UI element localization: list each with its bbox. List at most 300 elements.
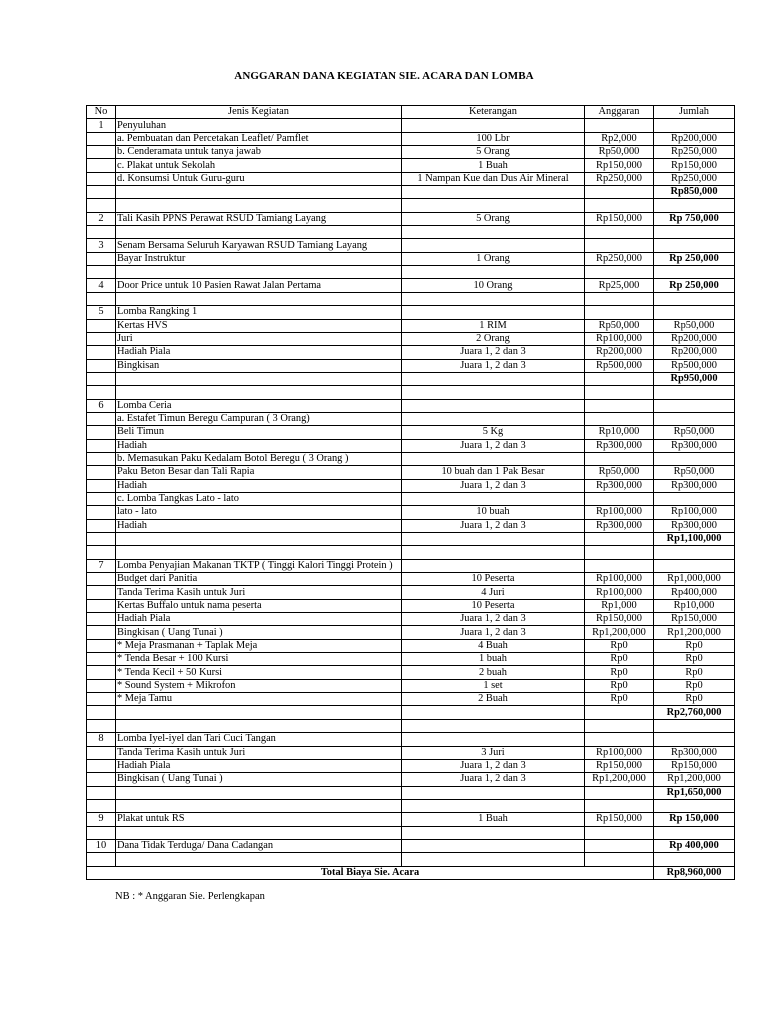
table-row [87, 773, 735, 786]
cell-anggaran: Rp1,200,000 [585, 626, 654, 639]
cell-no [87, 786, 116, 799]
cell-jumlah [654, 266, 735, 279]
cell-no [87, 386, 116, 399]
cell-jumlah: Rp50,000 [654, 426, 735, 439]
cell-jumlah [654, 719, 735, 732]
cell-keterangan: 5 Orang [402, 212, 585, 225]
table-row [87, 346, 735, 359]
cell-jumlah: Rp0 [654, 639, 735, 652]
cell-no [87, 666, 116, 679]
cell-keterangan: 5 Kg [402, 426, 585, 439]
cell-jumlah [654, 799, 735, 812]
cell-no [87, 533, 116, 546]
cell-jenis-kegiatan: * Tenda Besar + 100 Kursi [116, 653, 402, 666]
table-row [87, 386, 735, 399]
table-row [87, 279, 735, 292]
cell-no [87, 146, 116, 159]
table-row [87, 573, 735, 586]
cell-jenis-kegiatan: Lomba Penyajian Makanan TKTP ( Tinggi Kalori Tinggi Protein ) [116, 559, 402, 572]
cell-jenis-kegiatan: b. Cenderamata untuk tanya jawab [116, 146, 402, 159]
cell-jenis-kegiatan: Kertas HVS [116, 319, 402, 332]
cell-anggaran [585, 826, 654, 839]
table-row [87, 666, 735, 679]
table-row [87, 759, 735, 772]
cell-anggaran [585, 372, 654, 385]
cell-jumlah: Rp 750,000 [654, 212, 735, 225]
cell-jenis-kegiatan [116, 706, 402, 719]
cell-jenis-kegiatan [116, 826, 402, 839]
cell-anggaran [585, 412, 654, 425]
cell-jumlah: Rp1,200,000 [654, 626, 735, 639]
cell-no [87, 372, 116, 385]
cell-no [87, 132, 116, 145]
table-row [87, 212, 735, 225]
cell-jenis-kegiatan [116, 186, 402, 199]
cell-no [87, 599, 116, 612]
cell-jenis-kegiatan: Bingkisan ( Uang Tunai ) [116, 626, 402, 639]
cell-anggaran: Rp150,000 [585, 813, 654, 826]
cell-anggaran: Rp0 [585, 639, 654, 652]
cell-keterangan: Juara 1, 2 dan 3 [402, 479, 585, 492]
cell-anggaran: Rp150,000 [585, 613, 654, 626]
cell-keterangan [402, 786, 585, 799]
cell-jenis-kegiatan: Hadiah Piala [116, 759, 402, 772]
header-cell-jumlah: Jumlah [654, 106, 735, 119]
table-row [87, 492, 735, 505]
table-row [87, 586, 735, 599]
cell-jenis-kegiatan [116, 799, 402, 812]
cell-keterangan [402, 546, 585, 559]
cell-keterangan [402, 372, 585, 385]
cell-no [87, 653, 116, 666]
cell-jumlah [654, 452, 735, 465]
cell-jenis-kegiatan [116, 372, 402, 385]
table-row [87, 452, 735, 465]
cell-jumlah [654, 386, 735, 399]
cell-jumlah: Rp200,000 [654, 346, 735, 359]
cell-no [87, 719, 116, 732]
cell-jenis-kegiatan: Senam Bersama Seluruh Karyawan RSUD Tamiang Layang [116, 239, 402, 252]
cell-keterangan [402, 853, 585, 866]
cell-no [87, 759, 116, 772]
cell-jumlah: Rp 400,000 [654, 839, 735, 852]
table-row [87, 799, 735, 812]
cell-anggaran: Rp1,000 [585, 599, 654, 612]
cell-keterangan: Juara 1, 2 dan 3 [402, 439, 585, 452]
cell-no [87, 172, 116, 185]
cell-jenis-kegiatan: a. Pembuatan dan Percetakan Leaflet/ Pamflet [116, 132, 402, 145]
cell-jenis-kegiatan: Budget dari Panitia [116, 573, 402, 586]
cell-no: 8 [87, 733, 116, 746]
cell-jumlah: Rp300,000 [654, 479, 735, 492]
cell-no [87, 466, 116, 479]
table-row [87, 786, 735, 799]
table-row [87, 172, 735, 185]
cell-no: 6 [87, 399, 116, 412]
cell-jenis-kegiatan [116, 386, 402, 399]
cell-keterangan: Juara 1, 2 dan 3 [402, 359, 585, 372]
cell-no: 4 [87, 279, 116, 292]
cell-jumlah: Rp 150,000 [654, 813, 735, 826]
cell-keterangan: 1 Buah [402, 159, 585, 172]
table-row [87, 826, 735, 839]
cell-jenis-kegiatan: Bingkisan [116, 359, 402, 372]
table-row [87, 252, 735, 265]
cell-no [87, 266, 116, 279]
cell-no [87, 452, 116, 465]
cell-jumlah [654, 412, 735, 425]
table-row [87, 599, 735, 612]
cell-jenis-kegiatan: b. Memasukan Paku Kedalam Botol Beregu ( 3 Orang ) [116, 452, 402, 465]
cell-anggaran: Rp50,000 [585, 319, 654, 332]
cell-anggaran: Rp300,000 [585, 479, 654, 492]
cell-keterangan: 10 buah dan 1 Pak Besar [402, 466, 585, 479]
cell-keterangan: 10 Orang [402, 279, 585, 292]
cell-keterangan [402, 826, 585, 839]
cell-jumlah: Rp1,100,000 [654, 533, 735, 546]
cell-anggaran [585, 386, 654, 399]
cell-jumlah: Rp300,000 [654, 519, 735, 532]
cell-keterangan: 5 Orang [402, 146, 585, 159]
table-row [87, 533, 735, 546]
table-row [87, 546, 735, 559]
cell-keterangan [402, 266, 585, 279]
cell-jumlah: Rp150,000 [654, 759, 735, 772]
cell-jumlah: Rp200,000 [654, 132, 735, 145]
table-row [87, 839, 735, 852]
cell-keterangan: 100 Lbr [402, 132, 585, 145]
table-row [87, 613, 735, 626]
cell-jenis-kegiatan: d. Konsumsi Untuk Guru-guru [116, 172, 402, 185]
cell-keterangan: Juara 1, 2 dan 3 [402, 759, 585, 772]
cell-keterangan [402, 706, 585, 719]
cell-jumlah [654, 199, 735, 212]
table-row [87, 399, 735, 412]
cell-jumlah [654, 306, 735, 319]
table-row [87, 159, 735, 172]
cell-jenis-kegiatan: Hadiah Piala [116, 346, 402, 359]
cell-anggaran [585, 786, 654, 799]
cell-jenis-kegiatan [116, 786, 402, 799]
cell-jenis-kegiatan: Dana Tidak Terduga/ Dana Cadangan [116, 839, 402, 852]
cell-no [87, 679, 116, 692]
cell-no [87, 613, 116, 626]
cell-jenis-kegiatan: Tanda Terima Kasih untuk Juri [116, 586, 402, 599]
cell-jenis-kegiatan: * Meja Prasmanan + Taplak Meja [116, 639, 402, 652]
cell-anggaran [585, 226, 654, 239]
cell-anggaran [585, 266, 654, 279]
header-cell-anggaran: Anggaran [585, 106, 654, 119]
cell-jenis-kegiatan: Hadiah Piala [116, 613, 402, 626]
cell-jumlah [654, 239, 735, 252]
table-row [87, 226, 735, 239]
table-row [87, 559, 735, 572]
cell-anggaran [585, 546, 654, 559]
cell-jumlah: Rp0 [654, 653, 735, 666]
cell-no [87, 746, 116, 759]
cell-keterangan [402, 733, 585, 746]
cell-jenis-kegiatan: c. Lomba Tangkas Lato - lato [116, 492, 402, 505]
cell-anggaran: Rp200,000 [585, 346, 654, 359]
cell-keterangan: 10 Peserta [402, 573, 585, 586]
table-row [87, 679, 735, 692]
cell-anggaran: Rp1,200,000 [585, 773, 654, 786]
cell-keterangan [402, 719, 585, 732]
cell-jumlah: Rp300,000 [654, 746, 735, 759]
cell-no [87, 586, 116, 599]
cell-jenis-kegiatan: Bayar Instruktur [116, 252, 402, 265]
cell-anggaran [585, 799, 654, 812]
cell-keterangan [402, 199, 585, 212]
cell-anggaran: Rp0 [585, 679, 654, 692]
cell-jumlah: Rp500,000 [654, 359, 735, 372]
cell-jenis-kegiatan [116, 546, 402, 559]
cell-anggaran [585, 533, 654, 546]
header-cell-jenis-kegiatan: Jenis Kegiatan [116, 106, 402, 119]
cell-jumlah: Rp850,000 [654, 186, 735, 199]
cell-no [87, 853, 116, 866]
table-row [87, 132, 735, 145]
cell-jenis-kegiatan: Lomba Ceria [116, 399, 402, 412]
cell-jumlah [654, 546, 735, 559]
cell-no [87, 426, 116, 439]
cell-keterangan [402, 239, 585, 252]
cell-jenis-kegiatan: Lomba Rangking 1 [116, 306, 402, 319]
cell-keterangan: 1 set [402, 679, 585, 692]
cell-no [87, 319, 116, 332]
cell-anggaran [585, 839, 654, 852]
cell-keterangan: 1 Orang [402, 252, 585, 265]
cell-anggaran [585, 452, 654, 465]
cell-anggaran: Rp0 [585, 693, 654, 706]
cell-anggaran [585, 492, 654, 505]
cell-jumlah: Rp250,000 [654, 146, 735, 159]
cell-jenis-kegiatan: Hadiah [116, 479, 402, 492]
cell-no [87, 346, 116, 359]
cell-jenis-kegiatan: Kertas Buffalo untuk nama peserta [116, 599, 402, 612]
total-label: Total Biaya Sie. Acara [87, 866, 654, 879]
cell-anggaran: Rp150,000 [585, 759, 654, 772]
cell-anggaran [585, 733, 654, 746]
cell-anggaran [585, 559, 654, 572]
header-cell-keterangan: Keterangan [402, 106, 585, 119]
cell-no: 1 [87, 119, 116, 132]
cell-anggaran: Rp300,000 [585, 519, 654, 532]
table-row [87, 372, 735, 385]
cell-keterangan [402, 306, 585, 319]
cell-jumlah: Rp0 [654, 666, 735, 679]
cell-no [87, 773, 116, 786]
cell-anggaran [585, 186, 654, 199]
table-row [87, 479, 735, 492]
table-row [87, 719, 735, 732]
cell-jumlah: Rp400,000 [654, 586, 735, 599]
table-row [87, 199, 735, 212]
table-row [87, 653, 735, 666]
table-row [87, 746, 735, 759]
cell-keterangan [402, 492, 585, 505]
table-row [87, 519, 735, 532]
cell-jumlah: Rp 250,000 [654, 252, 735, 265]
cell-anggaran: Rp150,000 [585, 159, 654, 172]
cell-no [87, 199, 116, 212]
cell-jenis-kegiatan: * Sound System + Mikrofon [116, 679, 402, 692]
cell-no [87, 626, 116, 639]
table-row [87, 412, 735, 425]
cell-no: 7 [87, 559, 116, 572]
cell-keterangan [402, 386, 585, 399]
cell-keterangan: Juara 1, 2 dan 3 [402, 626, 585, 639]
cell-jenis-kegiatan [116, 266, 402, 279]
cell-anggaran [585, 119, 654, 132]
cell-no [87, 412, 116, 425]
cell-anggaran: Rp100,000 [585, 332, 654, 345]
cell-anggaran [585, 292, 654, 305]
cell-jenis-kegiatan: Tanda Terima Kasih untuk Juri [116, 746, 402, 759]
cell-jenis-kegiatan: c. Plakat untuk Sekolah [116, 159, 402, 172]
cell-keterangan: 4 Juri [402, 586, 585, 599]
cell-anggaran: Rp250,000 [585, 172, 654, 185]
cell-anggaran: Rp50,000 [585, 146, 654, 159]
cell-no [87, 639, 116, 652]
table-row [87, 359, 735, 372]
table-row [87, 626, 735, 639]
cell-jumlah [654, 559, 735, 572]
cell-no [87, 479, 116, 492]
cell-jenis-kegiatan: * Tenda Kecil + 50 Kursi [116, 666, 402, 679]
table-row [87, 426, 735, 439]
cell-keterangan: 10 buah [402, 506, 585, 519]
cell-jenis-kegiatan [116, 226, 402, 239]
cell-jenis-kegiatan: Bingkisan ( Uang Tunai ) [116, 773, 402, 786]
cell-jenis-kegiatan [116, 292, 402, 305]
cell-anggaran: Rp150,000 [585, 212, 654, 225]
cell-jumlah [654, 733, 735, 746]
cell-anggaran: Rp100,000 [585, 573, 654, 586]
cell-no [87, 292, 116, 305]
cell-keterangan [402, 559, 585, 572]
cell-no [87, 573, 116, 586]
table-row [87, 706, 735, 719]
cell-anggaran [585, 199, 654, 212]
cell-jenis-kegiatan: Paku Beton Besar dan Tali Rapia [116, 466, 402, 479]
table-row [87, 506, 735, 519]
cell-keterangan [402, 119, 585, 132]
footnote: NB : * Anggaran Sie. Perlengkapan [115, 891, 265, 902]
cell-no [87, 693, 116, 706]
cell-jumlah [654, 226, 735, 239]
cell-no [87, 159, 116, 172]
table-row [87, 239, 735, 252]
cell-jumlah: Rp50,000 [654, 319, 735, 332]
cell-no: 10 [87, 839, 116, 852]
cell-no [87, 492, 116, 505]
cell-keterangan: Juara 1, 2 dan 3 [402, 773, 585, 786]
table-row [87, 292, 735, 305]
cell-jumlah [654, 826, 735, 839]
cell-jenis-kegiatan [116, 853, 402, 866]
cell-jumlah: Rp1,650,000 [654, 786, 735, 799]
cell-no [87, 186, 116, 199]
cell-jumlah: Rp300,000 [654, 439, 735, 452]
cell-keterangan: 1 Nampan Kue dan Dus Air Mineral [402, 172, 585, 185]
cell-jumlah: Rp1,000,000 [654, 573, 735, 586]
cell-no [87, 706, 116, 719]
cell-jumlah [654, 119, 735, 132]
cell-anggaran [585, 853, 654, 866]
cell-no [87, 826, 116, 839]
cell-jumlah [654, 399, 735, 412]
cell-no: 5 [87, 306, 116, 319]
table-row [87, 186, 735, 199]
cell-no: 3 [87, 239, 116, 252]
table-header-row [87, 106, 735, 119]
cell-jenis-kegiatan [116, 199, 402, 212]
cell-keterangan [402, 226, 585, 239]
cell-jenis-kegiatan [116, 719, 402, 732]
table-row [87, 639, 735, 652]
cell-keterangan: Juara 1, 2 dan 3 [402, 346, 585, 359]
cell-jenis-kegiatan: Lomba Iyel-iyel dan Tari Cuci Tangan [116, 733, 402, 746]
cell-anggaran: Rp500,000 [585, 359, 654, 372]
cell-jumlah: Rp100,000 [654, 506, 735, 519]
total-value: Rp8,960,000 [654, 866, 735, 879]
cell-jumlah [654, 292, 735, 305]
cell-anggaran: Rp0 [585, 653, 654, 666]
cell-no [87, 799, 116, 812]
cell-no: 2 [87, 212, 116, 225]
header-cell-no: No [87, 106, 116, 119]
table-row [87, 319, 735, 332]
cell-jumlah [654, 853, 735, 866]
cell-anggaran [585, 706, 654, 719]
cell-keterangan: 3 Juri [402, 746, 585, 759]
cell-keterangan [402, 799, 585, 812]
cell-anggaran: Rp100,000 [585, 506, 654, 519]
cell-jumlah [654, 492, 735, 505]
cell-jumlah: Rp150,000 [654, 159, 735, 172]
cell-keterangan [402, 839, 585, 852]
cell-jenis-kegiatan: lato - lato [116, 506, 402, 519]
total-row [87, 866, 735, 879]
cell-jenis-kegiatan: Door Price untuk 10 Pasien Rawat Jalan Pertama [116, 279, 402, 292]
cell-anggaran [585, 399, 654, 412]
cell-jumlah: Rp50,000 [654, 466, 735, 479]
table-row [87, 146, 735, 159]
cell-jenis-kegiatan: Juri [116, 332, 402, 345]
cell-keterangan: 2 buah [402, 666, 585, 679]
cell-anggaran: Rp0 [585, 666, 654, 679]
document-title: ANGGARAN DANA KEGIATAN SIE. ACARA DAN LOMBA [234, 70, 534, 82]
cell-jenis-kegiatan: Beli Timun [116, 426, 402, 439]
cell-jenis-kegiatan: a. Estafet Timun Beregu Campuran ( 3 Orang) [116, 412, 402, 425]
cell-keterangan: 1 RIM [402, 319, 585, 332]
cell-no [87, 359, 116, 372]
cell-jenis-kegiatan [116, 533, 402, 546]
cell-keterangan [402, 533, 585, 546]
cell-keterangan [402, 292, 585, 305]
cell-no [87, 519, 116, 532]
cell-no [87, 439, 116, 452]
table-row [87, 466, 735, 479]
cell-keterangan [402, 399, 585, 412]
table-row [87, 332, 735, 345]
cell-keterangan: 2 Orang [402, 332, 585, 345]
cell-anggaran [585, 239, 654, 252]
cell-anggaran: Rp10,000 [585, 426, 654, 439]
cell-jenis-kegiatan: Plakat untuk RS [116, 813, 402, 826]
cell-jenis-kegiatan: Hadiah [116, 519, 402, 532]
